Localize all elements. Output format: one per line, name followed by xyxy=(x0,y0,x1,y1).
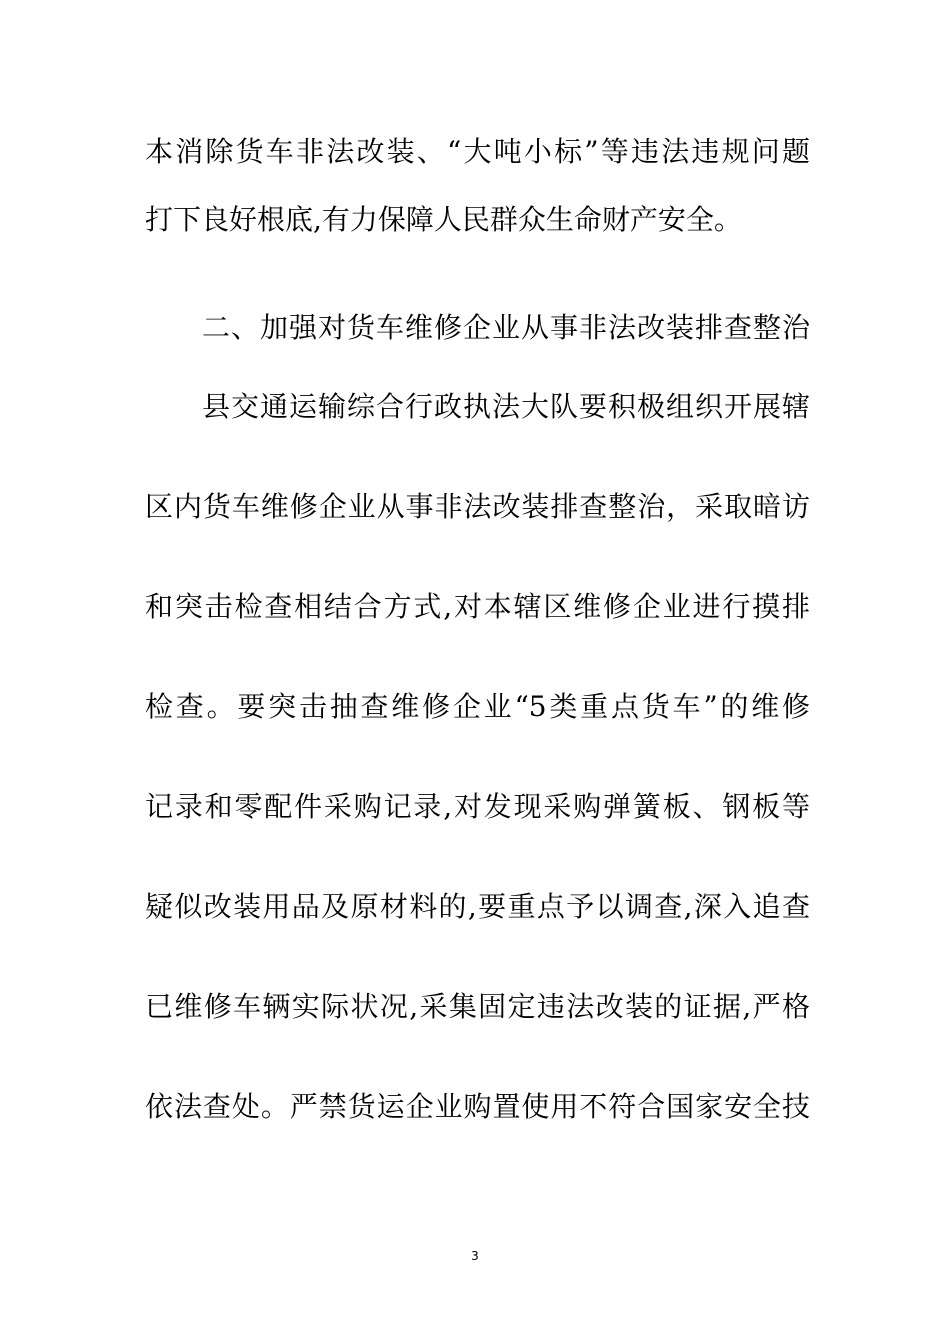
body-text-line: 县交通运输综合行政执法大队要积极组织开展辖 xyxy=(202,390,810,423)
body-text-line: 检查。要突击抽查维修企业“5类重点货车”的维修 xyxy=(145,690,810,723)
body-text-line: 依法查处。严禁货运企业购置使用不符合国家安全技 xyxy=(145,1090,810,1123)
page-number: 3 xyxy=(471,1249,479,1263)
body-text-line: 疑似改装用品及原材料的,要重点予以调查,深入追查 xyxy=(145,890,810,923)
body-text-line: 和突击检查相结合方式,对本辖区维修企业进行摸排 xyxy=(145,590,810,623)
body-text-line: 记录和零配件采购记录,对发现采购弹簧板、钢板等 xyxy=(145,790,810,823)
body-text-line: 区内货车维修企业从事非法改装排查整治，采取暗访 xyxy=(145,490,810,523)
section-heading: 二、加强对货车维修企业从事非法改装排查整治 xyxy=(202,311,810,344)
body-text-line: 已维修车辆实际状况,采集固定违法改装的证据,严格 xyxy=(145,990,810,1023)
body-text-line: 本消除货车非法改装、“大吨小标”等违法违规问题 xyxy=(145,135,810,168)
body-text-line: 打下良好根底,有力保障人民群众生命财产安全。 xyxy=(145,203,742,236)
